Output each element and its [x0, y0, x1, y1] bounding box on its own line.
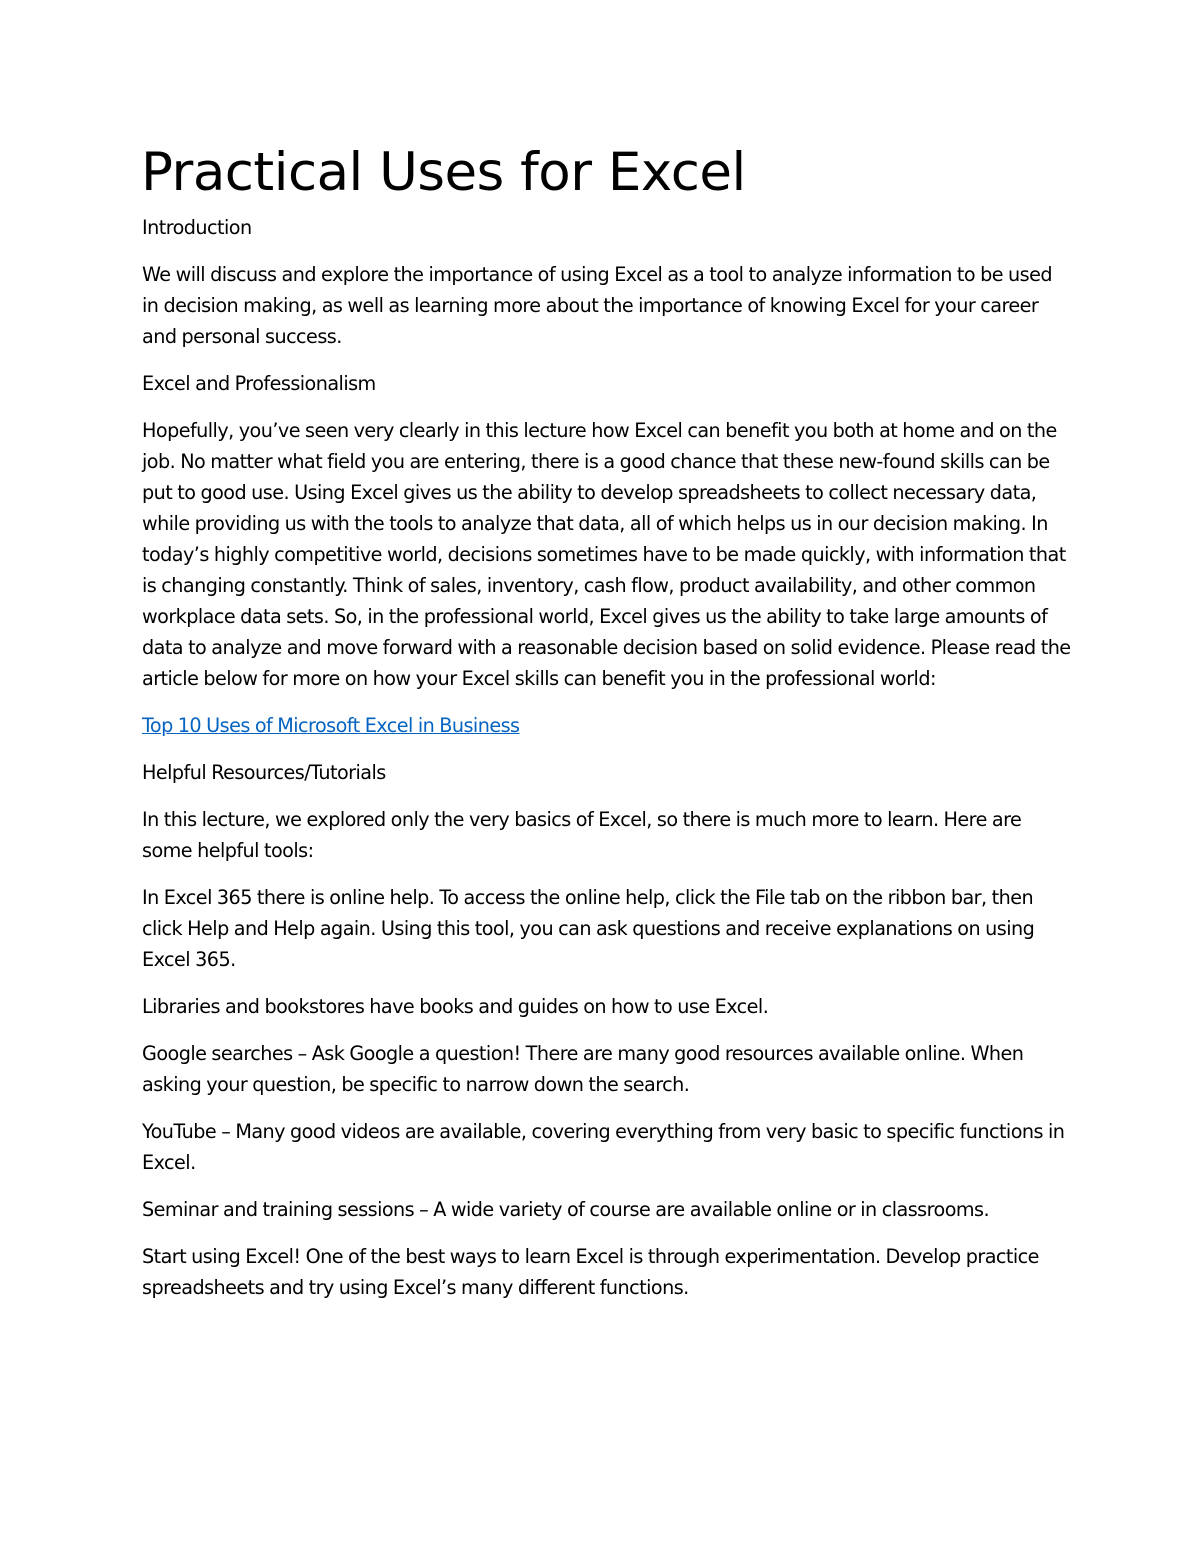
- resources-heading: Helpful Resources/Tutorials: [142, 761, 386, 784]
- resource-item-online-help: In Excel 365 there is online help. To access the online help, click the File tab on the ribbon bar, then click Help and Help again. Using this tool, you can ask questions and receive explanations on using Excel 365.: [142, 886, 1035, 971]
- resource-item-youtube: YouTube – Many good videos are available, covering everything from very basic to specific functions in Excel.: [142, 1120, 1065, 1174]
- article-link-paragraph: [142, 710, 1072, 741]
- document-title: Practical Uses for Excel: [141, 142, 746, 203]
- article-link[interactable]: Top 10 Uses of Microsoft Excel in Business: [142, 714, 520, 737]
- introduction-paragraph: We will discuss and explore the importance of using Excel as a tool to analyze information to be used in decision making, as well as learning more about the importance of knowing Excel for your career and personal success.: [142, 263, 1052, 348]
- professionalism-paragraph: Hopefully, you’ve seen very clearly in this lecture how Excel can benefit you both at home and on the job. No matter what field you are entering, there is a good chance that these new-found skills can be put to good use. Using Excel gives us the ability to develop spreadsheets to collect necessary data, while providing us with the tools to analyze that data, all of which helps us in our decision making. In today’s highly competitive world, decisions sometimes have to be made quickly, with information that is changing constantly. Think of sales, inventory, cash flow, product availability, and other common workplace data sets. So, in the professional world, Excel gives us the ability to take large amounts of data to analyze and move forward with a reasonable decision based on solid evidence. Please read the article below for more on how your Excel skills can benefit you in the professional world:: [142, 419, 1071, 690]
- resource-item-start-using: Start using Excel! One of the best ways to learn Excel is through experimentation. Develop practice spreadsheets and try using Excel’s many different functions.: [142, 1245, 1039, 1299]
- professionalism-heading: Excel and Professionalism: [142, 372, 376, 395]
- introduction-heading: Introduction: [142, 216, 252, 239]
- resource-item-libraries: Libraries and bookstores have books and guides on how to use Excel.: [142, 995, 769, 1018]
- resources-intro-paragraph: In this lecture, we explored only the very basics of Excel, so there is much more to learn. Here are some helpful tools:: [142, 808, 1022, 862]
- resource-item-seminars: Seminar and training sessions – A wide variety of course are available online or in classrooms.: [142, 1198, 990, 1221]
- document-page: [142, 138, 1072, 1319]
- resource-item-google: Google searches – Ask Google a question! There are many good resources available online. When asking your question, be specific to narrow down the search.: [142, 1042, 1024, 1096]
